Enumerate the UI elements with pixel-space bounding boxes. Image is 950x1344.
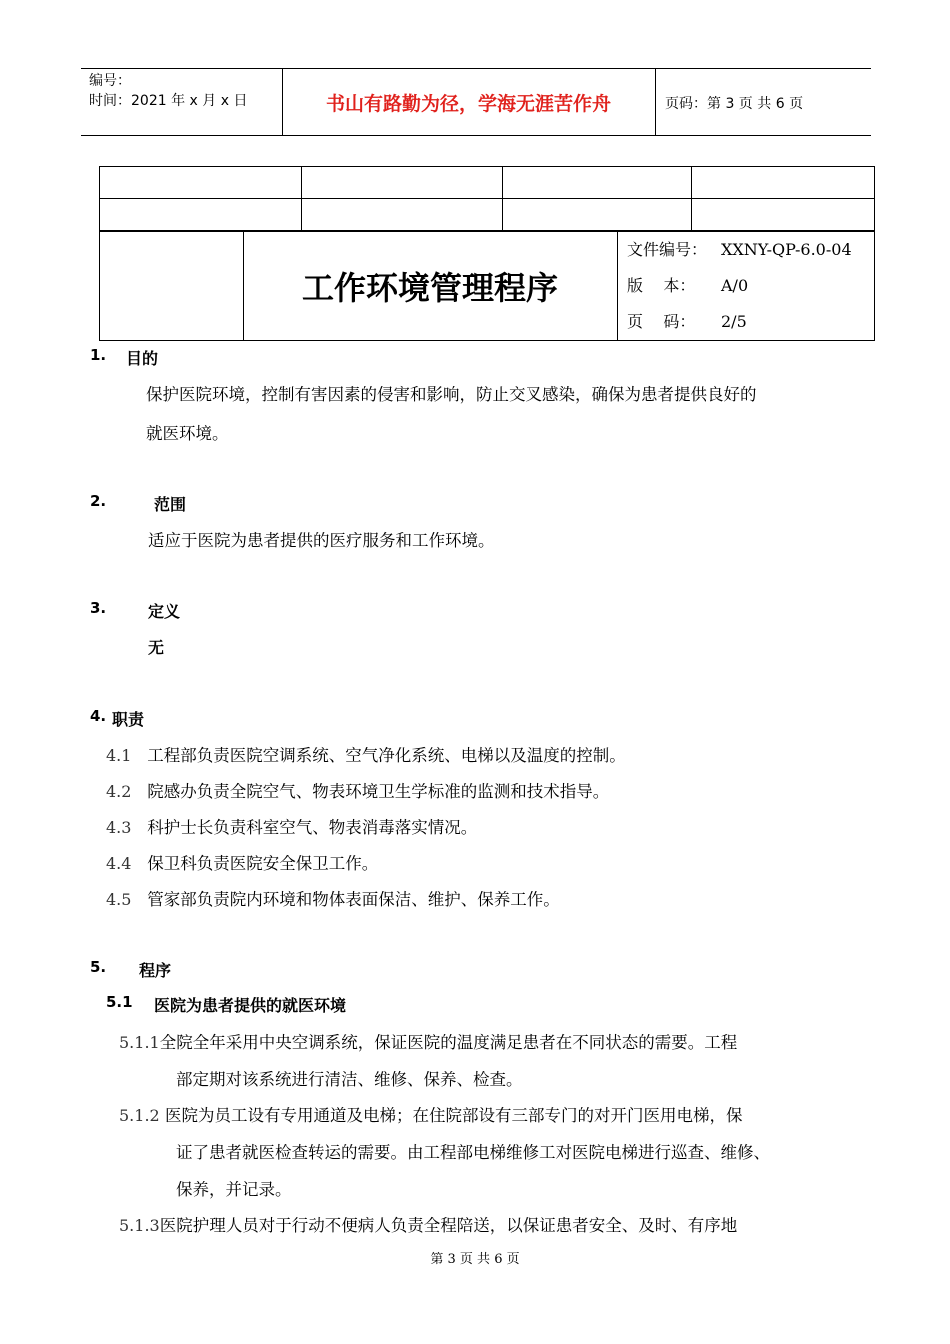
header-meta [89, 71, 247, 111]
paragraph-line: 就医环境。 [146, 424, 229, 443]
list-item [106, 886, 560, 910]
list-item [106, 778, 609, 802]
grid-cell [692, 199, 875, 231]
list-item-number: 4.2 [106, 782, 132, 801]
grid-cell [100, 199, 302, 231]
file-number-row [627, 232, 874, 268]
file-number: XXNY-QP-6.0-04 [721, 240, 852, 259]
section-heading: 范围 [154, 495, 187, 514]
list-item-number: 4.3 [106, 818, 132, 837]
paragraph-line: 部定期对该系统进行清洁、维修、保养、检查。 [176, 1070, 523, 1089]
logo-cell [100, 232, 244, 340]
list-item-number: 4.4 [106, 854, 132, 873]
list-item [106, 742, 626, 766]
page-footer: 第 3 页 共 6 页 [430, 1252, 520, 1267]
section-number: 1. [90, 346, 107, 364]
section-number: 5. [90, 958, 107, 976]
section-heading: 目的 [126, 349, 159, 368]
section-number: 4. [90, 707, 107, 725]
paragraph-line [119, 1029, 737, 1053]
paragraph-line [119, 1212, 737, 1236]
paragraph-line: 保护医院环境，控制有害因素的侵害和影响，防止交叉感染，确保为患者提供良好的 [146, 385, 757, 404]
paragraph-line: 适应于医院为患者提供的医疗服务和工作环境。 [148, 531, 495, 550]
section-heading: 职责 [112, 710, 145, 729]
list-item [106, 814, 477, 838]
page-label: 页 码： [627, 312, 696, 331]
subsection-heading: 医院为患者提供的就医环境 [154, 996, 347, 1015]
section-number: 3. [90, 599, 107, 617]
grid-cell [302, 199, 503, 231]
version-label: 版 本： [627, 276, 696, 295]
paragraph-number: 5.1.1 [119, 1033, 160, 1052]
section-heading: 程序 [139, 961, 172, 980]
list-item-text: 管家部负责院内环境和物体表面保洁、维护、保养工作。 [147, 890, 560, 909]
paragraph-text: 医院护理人员对于行动不便病人负责全程陪送，以保证患者安全、及时、有序地 [159, 1216, 738, 1235]
list-item-text: 院感办负责全院空气、物表环境卫生学标准的监测和技术指导。 [147, 782, 610, 801]
title-block [99, 231, 875, 341]
header-divider [655, 69, 656, 135]
page-row [627, 304, 874, 340]
list-item-text: 保卫科负责医院安全保卫工作。 [147, 854, 379, 873]
grid-cell [692, 167, 875, 199]
list-item-text: 科护士长负责科室空气、物表消毒落实情况。 [147, 818, 478, 837]
paragraph-number: 5.1.2 [119, 1106, 160, 1125]
grid-cell [503, 167, 692, 199]
grid-cell [100, 167, 302, 199]
file-number-label: 文件编号： [627, 240, 708, 259]
paragraph-line: 保养，并记录。 [176, 1180, 292, 1199]
section-heading: 定义 [148, 602, 181, 621]
page-header [81, 68, 871, 136]
subsection-number: 5.1 [106, 993, 133, 1011]
paragraph-number: 5.1.3 [119, 1216, 160, 1235]
paragraph-text: 全院全年采用中央空调系统，保证医院的温度满足患者在不同状态的需要。工程 [159, 1033, 738, 1052]
header-time: 时间：2021 年 x 月 x 日 [89, 93, 248, 109]
version: A/0 [721, 276, 749, 295]
grid-cell [503, 199, 692, 231]
header-code-label: 编号： [89, 73, 131, 89]
paragraph-line: 证了患者就医检查转运的需要。由工程部电梯维修工对医院电梯进行巡查、维修、 [176, 1143, 770, 1162]
grid-cell [302, 167, 503, 199]
list-item-text: 工程部负责医院空调系统、空气净化系统、电梯以及温度的控制。 [147, 746, 626, 765]
document-title: 工作环境管理程序 [243, 232, 618, 340]
paragraph-text: 医院为员工设有专用通道及电梯；在住院部设有三部专门的对开门医用电梯，保 [164, 1106, 743, 1125]
control-grid-row [100, 199, 875, 231]
section-number: 2. [90, 492, 107, 510]
list-item [106, 850, 378, 874]
header-page-info: 页码：第 3 页 共 6 页 [665, 96, 804, 112]
document-meta [618, 232, 874, 340]
list-item-number: 4.1 [106, 746, 132, 765]
paragraph-line: 无 [148, 638, 165, 657]
header-motto: 书山有路勤为径，学海无涯苦作舟 [325, 92, 611, 115]
page-number: 2/5 [721, 312, 747, 331]
paragraph-line [119, 1102, 742, 1126]
control-grid-row [100, 167, 875, 199]
control-grid [99, 166, 875, 231]
version-row [627, 268, 874, 304]
list-item-number: 4.5 [106, 890, 132, 909]
